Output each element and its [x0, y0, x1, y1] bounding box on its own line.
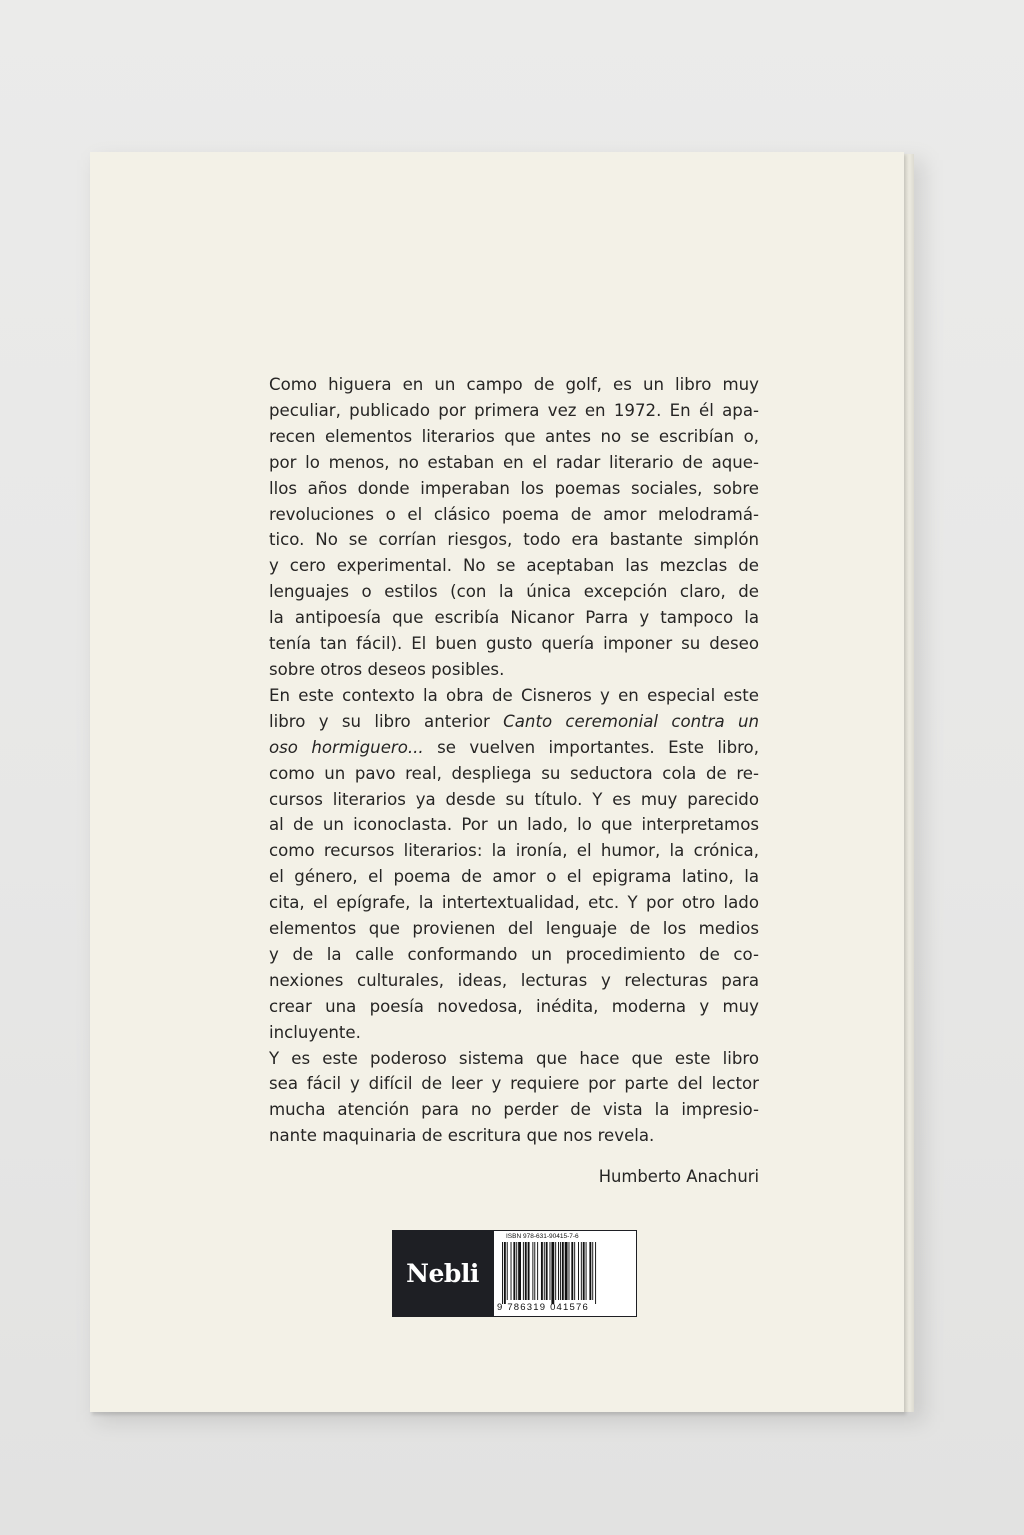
- publisher-logo-text: Nebli: [406, 1259, 479, 1288]
- blurb-line: sea fácil y difícil de leer y requiere por parte del lector: [269, 1074, 759, 1094]
- barcode-bar: [571, 1242, 573, 1300]
- barcode-bar: [595, 1242, 596, 1304]
- barcode-bar: [589, 1242, 591, 1300]
- barcode-bar: [537, 1242, 538, 1300]
- book-title-reference: Canto ceremonial contra un: [503, 711, 760, 731]
- blurb-paragraph-1: [269, 372, 759, 683]
- blurb-line: y cero experimental. No se aceptaban las mezclas de: [269, 556, 759, 576]
- blurb-paragraph-2: [269, 683, 759, 1046]
- barcode-bar: [546, 1242, 548, 1300]
- blurb-line: [269, 709, 759, 735]
- blurb-line: elementos que provienen del lenguaje de los medios: [269, 919, 759, 939]
- blurb-line: incluyente.: [269, 1022, 361, 1042]
- barcode-bar: [528, 1242, 530, 1300]
- blurb-line: como un pavo real, despliega su seductora cola de re-: [269, 763, 759, 783]
- barcode-bar: [504, 1242, 506, 1304]
- barcode-bar: [586, 1242, 587, 1300]
- blurb-line: por lo menos, no estaban en el radar literario de aque-: [269, 452, 759, 472]
- barcode-bar: [516, 1242, 517, 1300]
- blurb-paragraph-3: [269, 1046, 759, 1150]
- book-title-reference: oso hormiguero...: [269, 737, 424, 757]
- barcode-bar: [565, 1242, 568, 1300]
- blurb-line: al de un iconoclasta. Por un lado, lo que interpretamos: [269, 815, 759, 835]
- barcode-bar: [518, 1242, 521, 1300]
- blurb-line: la antipoesía que escribía Nicanor Parra y tampoco la: [269, 608, 759, 628]
- blurb-text: se vuelven importantes. Este libro,: [423, 737, 759, 757]
- barcode-bar: [544, 1242, 545, 1300]
- barcode-bar: [513, 1242, 515, 1300]
- blurb-line: cita, el epígrafe, la intertextualidad, etc. Y por otro lado: [269, 893, 759, 913]
- blurb-paragraph-2-rest: [269, 761, 759, 1046]
- blurb-line: [269, 735, 759, 761]
- blurb-line: sobre otros deseos posibles.: [269, 659, 505, 679]
- blurb-line: nante maquinaria de escritura que nos revela.: [269, 1126, 655, 1146]
- barcode-bar: [502, 1242, 503, 1304]
- barcode-bar: [555, 1242, 556, 1300]
- blurb-line: recen elementos literarios que antes no se escribían o,: [269, 426, 759, 446]
- book-page-edge: [904, 154, 914, 1412]
- author-signature: Humberto Anachuri: [598, 1167, 759, 1186]
- barcode-bars: [498, 1242, 632, 1304]
- barcode-bar: [574, 1242, 575, 1300]
- barcode-bar: [507, 1242, 508, 1300]
- blurb-line: como recursos literarios: la ironía, el humor, la crónica,: [269, 841, 759, 861]
- back-cover-blurb: [269, 372, 759, 1149]
- blurb-line: tico. No se corrían riesgos, todo era bastante simplón: [269, 530, 759, 550]
- blurb-line: revoluciones o el clásico poema de amor melodramá-: [269, 504, 759, 524]
- publisher-logo: [392, 1230, 493, 1317]
- barcode-bar: [583, 1242, 585, 1300]
- blurb-line: peculiar, publicado por primera vez en 1972. En él apa-: [269, 400, 759, 420]
- barcode-digits: 9 786319 041576: [497, 1302, 589, 1313]
- barcode-bar: [541, 1242, 543, 1300]
- blurb-line: tenía tan fácil). El buen gusto quería imponer su deseo: [269, 634, 759, 654]
- blurb-line: y de la calle conformando un procedimiento de co-: [269, 944, 759, 964]
- blurb-line: mucha atención para no perder de vista la impresio-: [269, 1100, 759, 1120]
- blurb-line: crear una poesía novedosa, inédita, moderna y muy: [269, 996, 759, 1016]
- barcode-bar: [534, 1242, 535, 1300]
- isbn-label: ISBN 978-631-90415-7-6: [506, 1233, 579, 1240]
- barcode-bar: [558, 1242, 559, 1300]
- barcode-bar: [511, 1242, 512, 1300]
- barcode-bar: [560, 1242, 561, 1300]
- blurb-line: cursos literarios ya desde su título. Y es muy parecido: [269, 789, 759, 809]
- barcode-bar: [525, 1242, 527, 1300]
- blurb-line: Como higuera en un campo de golf, es un libro muy: [269, 375, 759, 394]
- blurb-line: En este contexto la obra de Cisneros y en especial este: [269, 685, 759, 705]
- barcode-bar: [532, 1242, 533, 1300]
- barcode-bar: [569, 1242, 570, 1300]
- barcode-bar: [581, 1242, 582, 1300]
- blurb-line: Y es este poderoso sistema que hace que este libro: [269, 1048, 759, 1068]
- barcode-bar: [562, 1242, 564, 1300]
- blurb-text: libro y su libro anterior: [269, 711, 504, 731]
- isbn-barcode: [493, 1230, 637, 1317]
- barcode-bar: [578, 1242, 579, 1300]
- blurb-line: nexiones culturales, ideas, lecturas y relecturas para: [269, 970, 759, 990]
- barcode-bar: [551, 1242, 554, 1304]
- barcode-bar: [592, 1242, 593, 1300]
- blurb-line: el género, el poema de amor o el epigrama latino, la: [269, 867, 759, 887]
- barcode-bar: [550, 1242, 551, 1300]
- blurb-line: llos años donde imperaban los poemas sociales, sobre: [269, 478, 759, 498]
- barcode-bar: [523, 1242, 524, 1300]
- blurb-line: lenguajes o estilos (con la única excepción claro, de: [269, 582, 759, 602]
